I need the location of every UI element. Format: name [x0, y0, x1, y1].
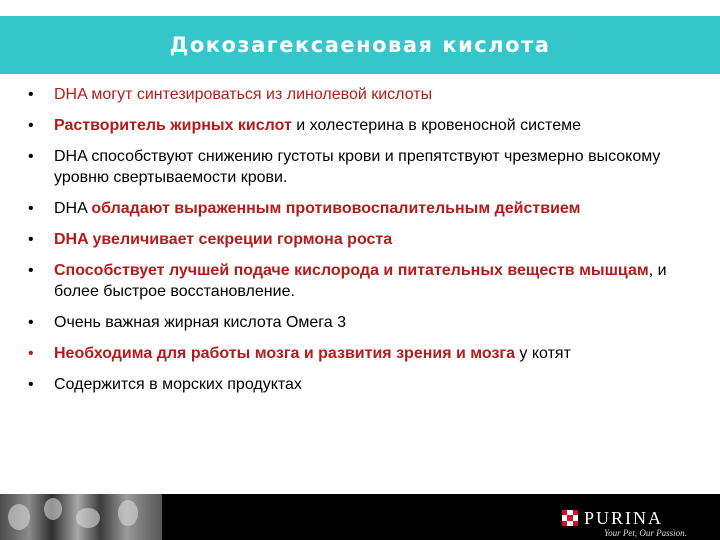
bullet-marker: • [28, 117, 34, 134]
bullet-text: и холестерина в кровеносной системе [291, 117, 581, 134]
bullet-text: , и более быстрое восстановление. [54, 262, 667, 300]
slide-title: Докозагексаеновая кислота [169, 33, 551, 57]
bullet-text: обладают выраженным противовоспалительным действием [91, 200, 581, 217]
bullet-item [28, 146, 688, 188]
bullet-marker: • [28, 200, 34, 217]
bullet-text: DHA увеличивает секреции гормона роста [54, 231, 393, 248]
purina-logo [562, 506, 702, 536]
bullet-item [28, 260, 688, 302]
bullet-item [28, 229, 688, 250]
bullet-text: Содержится в морских продуктах [54, 376, 302, 393]
bullet-text: DHA могут синтезироваться из линолевой кислоты [54, 86, 433, 103]
bullet-item [28, 343, 688, 364]
bullet-marker: • [28, 148, 34, 165]
bullet-item [28, 84, 688, 105]
checkerboard-icon [562, 510, 578, 526]
bullet-text: DHA [54, 200, 92, 217]
bullet-marker: • [28, 86, 34, 103]
bullet-marker: • [28, 376, 34, 393]
bullet-item [28, 115, 688, 136]
bullet-text: у котят [514, 345, 571, 362]
bullet-marker: • [28, 345, 34, 362]
bullet-marker: • [28, 231, 34, 248]
bullet-item [28, 198, 688, 219]
bullet-text: Растворитель жирных кислот [54, 117, 292, 134]
pets-photo-strip [0, 494, 162, 540]
bullet-item [28, 312, 688, 333]
bullet-text: Необходима для работы мозга и развития зрения и мозга [54, 345, 515, 362]
bullet-text: DHA способствуют снижению густоты крови и препятствуют чрезмерно высокому уровню свертываемости крови. [54, 148, 661, 186]
brand-name: PURINA [584, 508, 664, 528]
bullet-text: Способствует лучшей подаче кислорода и питательных веществ мышцам [54, 262, 649, 279]
bullet-text: Очень важная жирная кислота Омега 3 [54, 314, 347, 331]
bullet-marker: • [28, 262, 34, 279]
footer-bar [0, 494, 720, 540]
bullet-item [28, 374, 688, 395]
bullet-list [28, 84, 688, 405]
title-bar [0, 16, 720, 74]
bullet-marker: • [28, 314, 34, 331]
brand-tagline: Your Pet, Our Passion. [604, 528, 687, 538]
